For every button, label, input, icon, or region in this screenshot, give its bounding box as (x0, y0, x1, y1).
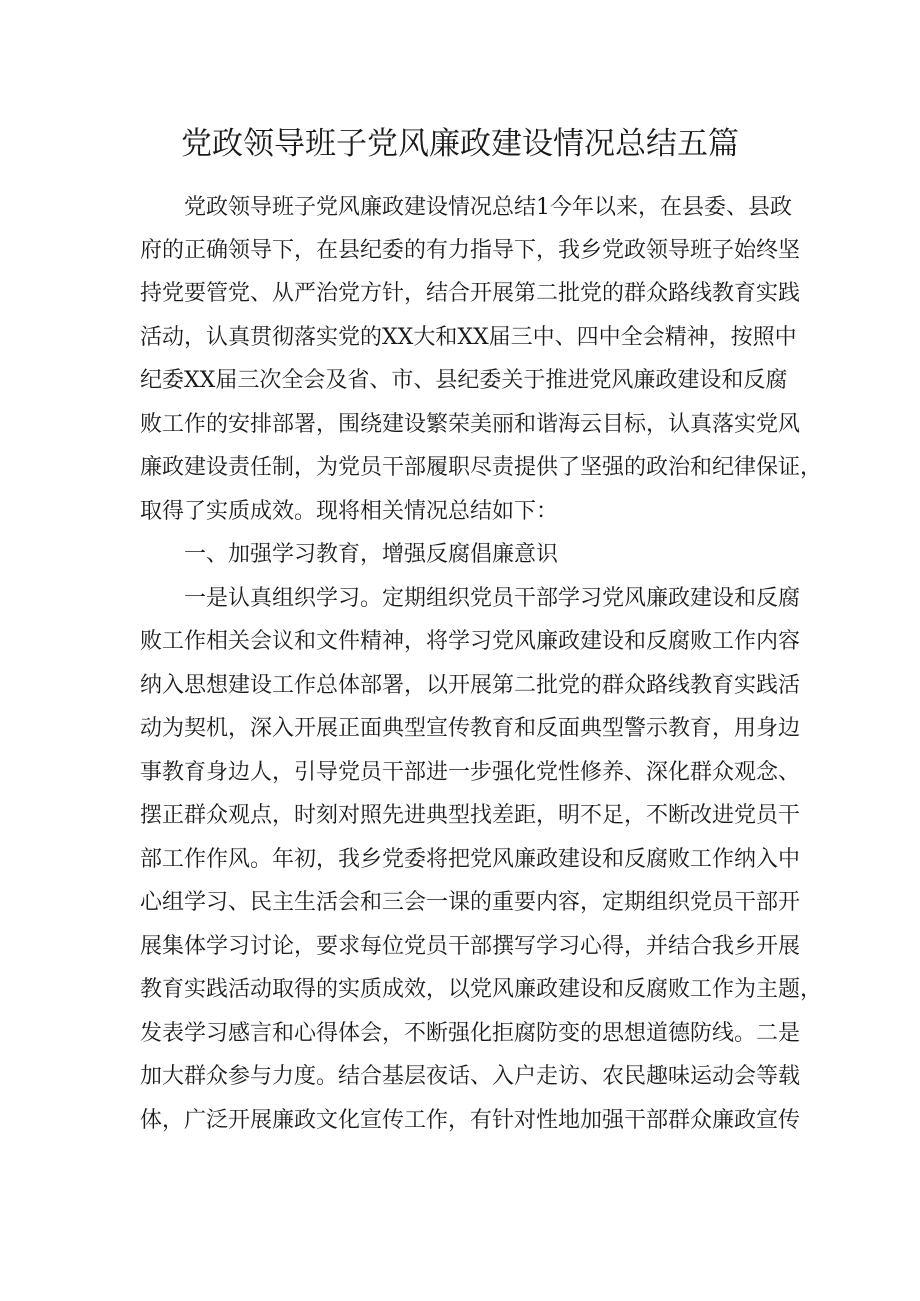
paragraph-line: 摆正群众观点，时刻对照先进典型找差距，明不足，不断改进党员干 (140, 803, 801, 828)
paragraph-line: 一是认真组织学习。定期组织党员干部学习党风廉政建设和反腐 (184, 586, 801, 611)
paragraph-line: 教育实践活动取得的实质成效，以党风廉政建设和反腐败工作为主题， (140, 977, 823, 1002)
paragraph-line: 败工作的安排部署，围绕建设繁荣美丽和谐海云目标，认真落实党风 (140, 412, 801, 437)
paragraph-line: 动为契机，深入开展正面典型宣传教育和反面典型警示教育，用身边 (140, 716, 801, 741)
paragraph-line: 纪委XX届三次全会及省、市、县纪委关于推进党风廉政建设和反腐 (140, 368, 788, 393)
paragraph-line: 败工作相关会议和文件精神，将学习党风廉政建设和反腐败工作内容 (140, 629, 801, 654)
paragraph-line: 党政领导班子党风廉政建设情况总结1今年以来，在县委、县政 (184, 195, 792, 220)
paragraph-line: 展集体学习讨论，要求每位党员干部撰写学习心得，并结合我乡开展 (140, 934, 801, 959)
paragraph-line: 府的正确领导下，在县纪委的有力指导下，我乡党政领导班子始终坚 (140, 238, 801, 263)
paragraph-line: 心组学习、民主生活会和三会一课的重要内容，定期组织党员干部开 (140, 890, 801, 915)
paragraph-line: 发表学习感言和心得体会，不断强化拒腐防变的思想道德防线。二是 (140, 1021, 801, 1046)
paragraph-line: 活动，认真贯彻落实党的XX大和XX届三中、四中全会精神，按照中 (140, 325, 797, 350)
paragraph-line: 廉政建设责任制，为党员干部履职尽责提供了坚强的政治和纪律保证， (140, 455, 823, 480)
section-heading: 一、加强学习教育，增强反腐倡廉意识 (184, 542, 559, 567)
document-title: 党政领导班子党风廉政建设情况总结五篇 (181, 126, 739, 162)
paragraph-line: 持党要管党、从严治党方针，结合开展第二批党的群众路线教育实践 (140, 281, 801, 306)
paragraph-line: 纳入思想建设工作总体部署，以开展第二批党的群众路线教育实践活 (140, 673, 801, 698)
paragraph-line: 体，广泛开展廉政文化宣传工作，有针对性地加强干部群众廉政宣传 (140, 1108, 801, 1133)
paragraph-line: 加大群众参与力度。结合基层夜话、入户走访、农民趣味运动会等载 (140, 1064, 801, 1089)
paragraph-line: 事教育身边人，引导党员干部进一步强化党性修养、深化群众观念、 (140, 760, 801, 785)
paragraph-line: 部工作作风。年初，我乡党委将把党风廉政建设和反腐败工作纳入中 (140, 847, 801, 872)
paragraph-line: 取得了实质成效。现将相关情况总结如下： (140, 499, 559, 524)
